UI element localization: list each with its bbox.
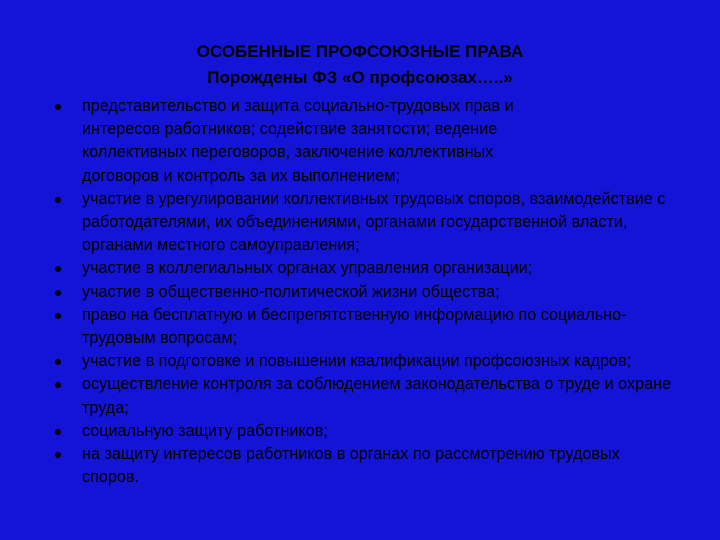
bullet-icon [55, 429, 61, 435]
bullet-icon [55, 313, 61, 319]
bullet-icon [55, 452, 61, 458]
list-item-text: участие в урегулировании коллективных трудовых споров, взаимодействие с работодателями, их объединениями, органами государственной власти, органами местного самоуправления; [82, 189, 666, 255]
list-item-text: социальную защиту работников; [82, 421, 328, 440]
bullet-icon [55, 382, 61, 388]
list-item [52, 304, 642, 350]
list-item-text: участие в общественно-политической жизни общества; [82, 282, 500, 301]
bullet-icon [55, 290, 61, 296]
list-item-text: на защиту интересов работников в органах по рассмотрению трудовых споров. [82, 445, 620, 487]
list-item-text: осуществление контроля за соблюдением законодательства о труде и охране труда; [82, 375, 672, 417]
list-item [52, 281, 692, 304]
list-item [52, 188, 672, 258]
list-item [52, 373, 682, 419]
slide-title: ОСОБЕННЫЕ ПРОФСОЮЗНЫЕ ПРАВА [196, 42, 524, 61]
list-item [52, 420, 692, 443]
list-item-text: представительство и защита социально-трудовых прав и интересов работников; содействие занятости; ведение коллективных переговоров, заключение коллективных договоров и контроль за их выполнением; [82, 97, 514, 185]
list-item [52, 95, 572, 188]
list-item [52, 350, 662, 373]
slide-subtitle: Порождены ФЗ «О профсоюзах…..» [207, 68, 513, 87]
list-item [52, 257, 692, 280]
bullet-icon [55, 197, 61, 203]
bullet-icon [55, 266, 61, 272]
list-item-text: участие в коллегиальных органах управления организации; [82, 259, 533, 278]
bullet-icon [55, 104, 61, 110]
list-item-text: право на бесплатную и беспрепятственную информацию по социально- трудовым вопросам; [82, 305, 627, 348]
rights-list [52, 95, 692, 489]
bullet-icon [55, 359, 61, 365]
list-item [52, 443, 672, 489]
list-item-text: участие в подготовке и повышении квалификации профсоюзных кадров; [82, 352, 632, 371]
